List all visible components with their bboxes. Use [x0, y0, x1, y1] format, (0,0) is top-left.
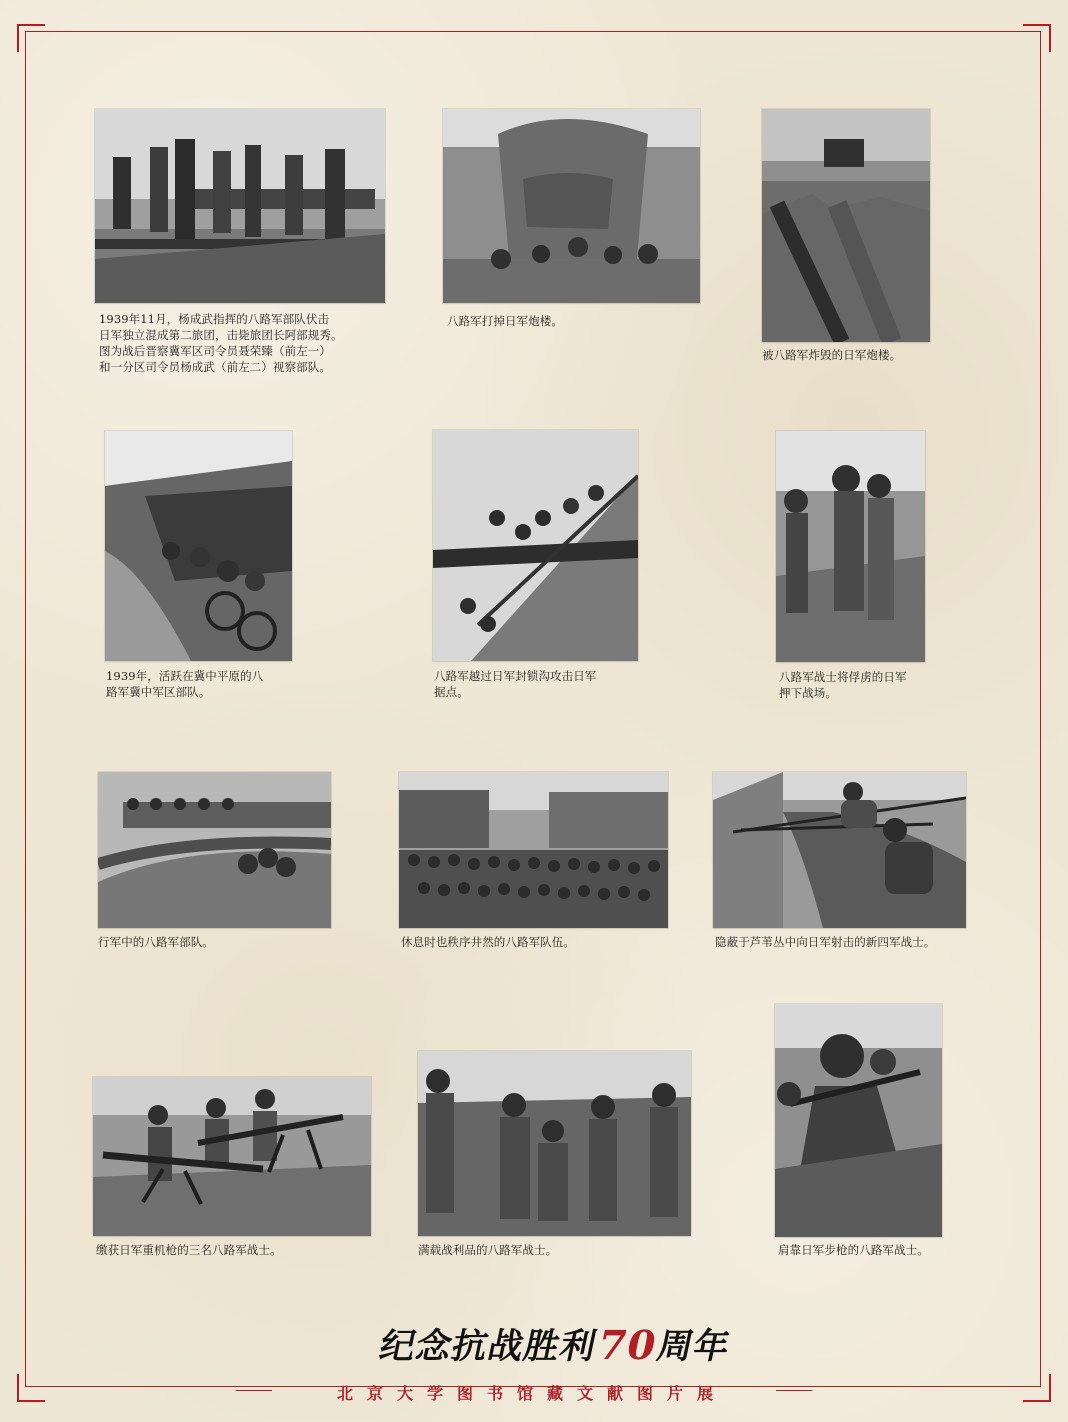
caption-photo-11: 满载战利品的八路军战士。	[418, 1243, 558, 1257]
photo-escorting-prisoners	[776, 431, 925, 662]
exhibition-title-suffix: 周年	[653, 1326, 735, 1367]
caption-photo-9: 隐蔽于芦苇丛中向日军射击的新四军战士。	[715, 935, 936, 949]
photo-soldier-with-rifle	[775, 1004, 942, 1237]
corner-ornament-bottom-left	[17, 1374, 45, 1402]
photo-captured-machine-gun	[93, 1077, 371, 1236]
corner-ornament-top-left	[17, 24, 45, 52]
caption-photo-6: 八路军战士将俘虏的日军 押下战场。	[779, 670, 907, 700]
caption-photo-2: 八路军打掉日军炮楼。	[447, 314, 563, 328]
photo-reed-ambush	[713, 772, 966, 928]
corner-ornament-top-right	[1023, 24, 1051, 52]
photo-marching-troops	[98, 772, 331, 928]
photo-blockhouse-attack	[443, 109, 700, 303]
caption-photo-8: 休息时也秩序井然的八路军队伍。	[401, 935, 575, 949]
photo-crossing-blockade-trench	[433, 430, 638, 661]
caption-photo-4: 1939年，活跃在冀中平原的八 路军冀中军区部队。	[106, 669, 264, 699]
exhibition-subtitle: 北京大学图书馆藏文献图片展	[336, 1384, 727, 1403]
caption-photo-5: 八路军越过日军封锁沟攻击日军 据点。	[434, 669, 597, 699]
exhibition-title-prefix: 纪念抗战胜利	[375, 1326, 601, 1367]
photo-resting-troops	[399, 772, 668, 928]
caption-photo-10: 缴获日军重机枪的三名八路军战士。	[96, 1243, 282, 1257]
photo-nie-rongzhen-inspection	[95, 109, 385, 303]
exhibition-title-number: 70	[593, 1322, 662, 1369]
photo-central-hebei-troops	[105, 431, 292, 661]
caption-photo-3: 被八路军炸毁的日军炮楼。	[762, 348, 902, 362]
photo-war-trophies	[418, 1051, 691, 1236]
photo-destroyed-blockhouse	[762, 109, 930, 342]
caption-photo-1: 1939年11月，杨成武指挥的八路军部队伏击 日军独立混成第二旅团，击毙旅团长阿部规秀。 图为战后晋察冀军区司令员聂荣臻（前左一） 和一分区司令员杨成武（前左二）视察部队。	[99, 312, 343, 374]
caption-photo-12: 肩靠日军步枪的八路军战士。	[778, 1243, 929, 1257]
corner-ornament-bottom-right	[1023, 1374, 1051, 1402]
exhibition-title	[375, 1322, 735, 1371]
caption-photo-7: 行军中的八路军部队。	[98, 935, 214, 949]
